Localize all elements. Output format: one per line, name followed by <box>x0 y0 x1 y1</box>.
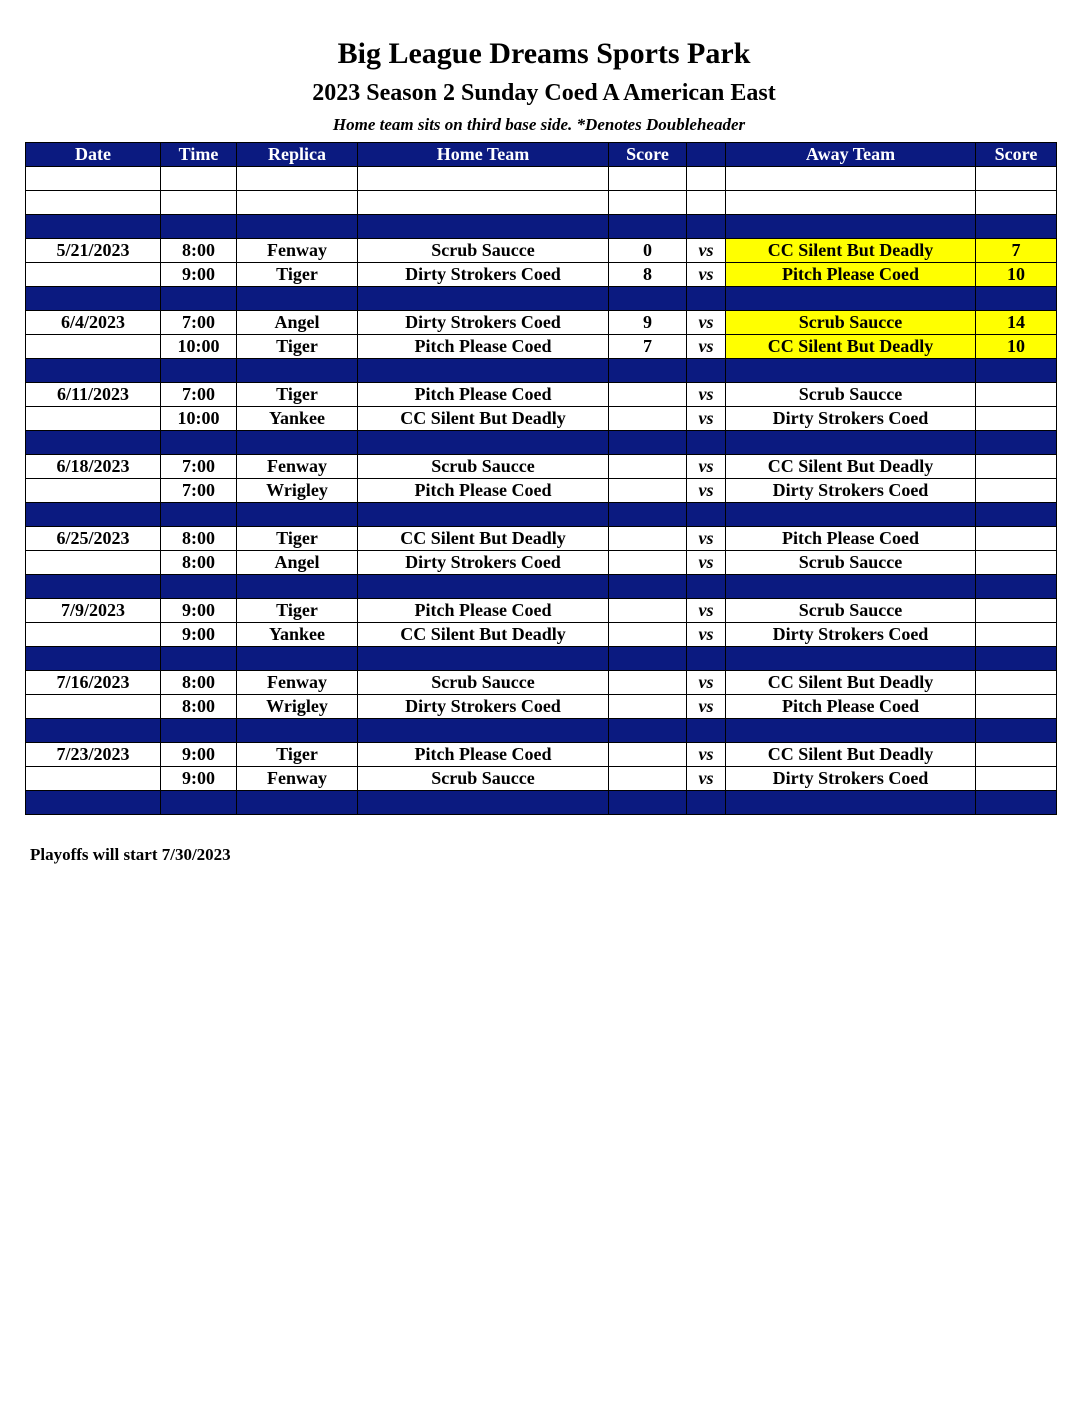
date-cell: 7/9/2023 <box>26 599 161 623</box>
home-score-cell <box>609 695 687 719</box>
separator-cell <box>976 575 1057 599</box>
time-cell: 8:00 <box>161 527 237 551</box>
separator-cell <box>609 791 687 815</box>
blank-cell <box>26 167 161 191</box>
home-score-cell <box>609 407 687 431</box>
time-cell: 8:00 <box>161 239 237 263</box>
separator-cell <box>237 359 358 383</box>
time-cell: 9:00 <box>161 263 237 287</box>
separator-cell <box>237 719 358 743</box>
col-header-away-score: Score <box>976 143 1057 167</box>
date-cell <box>26 623 161 647</box>
page-title: Big League Dreams Sports Park <box>337 37 751 70</box>
separator-cell <box>687 791 726 815</box>
separator-cell <box>609 431 687 455</box>
separator-cell <box>726 647 976 671</box>
away-score-cell <box>976 623 1057 647</box>
away-team-cell: Dirty Strokers Coed <box>726 767 976 791</box>
page-subtitle: 2023 Season 2 Sunday Coed A American East <box>312 80 776 106</box>
home-score-cell: 8 <box>609 263 687 287</box>
separator-cell <box>161 215 237 239</box>
table-row <box>26 671 1057 695</box>
separator-cell <box>687 719 726 743</box>
separator-cell <box>161 791 237 815</box>
table-row <box>26 599 1057 623</box>
time-cell: 9:00 <box>161 743 237 767</box>
time-cell: 10:00 <box>161 407 237 431</box>
away-score-cell: 14 <box>976 311 1057 335</box>
separator-cell <box>726 575 976 599</box>
blank-cell <box>358 191 609 215</box>
separator-cell <box>976 791 1057 815</box>
separator-cell <box>976 287 1057 311</box>
vs-cell: vs <box>687 671 726 695</box>
away-team-cell: Pitch Please Coed <box>726 695 976 719</box>
separator-cell <box>976 215 1057 239</box>
table-row <box>26 743 1057 767</box>
date-cell <box>26 335 161 359</box>
home-score-cell <box>609 455 687 479</box>
date-cell: 6/25/2023 <box>26 527 161 551</box>
home-score-cell <box>609 743 687 767</box>
vs-cell: vs <box>687 479 726 503</box>
separator-cell <box>726 215 976 239</box>
separator-cell <box>237 575 358 599</box>
date-cell <box>26 407 161 431</box>
date-cell <box>26 767 161 791</box>
blank-cell <box>237 167 358 191</box>
page-note: Home team sits on third base side. *Denotes Doubleheader <box>332 115 746 134</box>
home-score-cell: 7 <box>609 335 687 359</box>
blank-cell <box>726 167 976 191</box>
separator-cell <box>358 647 609 671</box>
separator-cell <box>358 287 609 311</box>
separator-cell <box>358 215 609 239</box>
home-score-cell <box>609 383 687 407</box>
replica-cell: Angel <box>237 551 358 575</box>
table-row <box>26 263 1057 287</box>
away-score-cell: 10 <box>976 335 1057 359</box>
away-team-cell: Dirty Strokers Coed <box>726 623 976 647</box>
separator-cell <box>687 215 726 239</box>
replica-cell: Tiger <box>237 335 358 359</box>
replica-cell: Tiger <box>237 527 358 551</box>
playoffs-note: Playoffs will start 7/30/2023 <box>30 845 231 864</box>
separator-cell <box>687 431 726 455</box>
separator-cell <box>976 503 1057 527</box>
away-score-cell <box>976 551 1057 575</box>
separator-cell <box>237 647 358 671</box>
away-team-cell: Pitch Please Coed <box>726 263 976 287</box>
blank-cell <box>358 167 609 191</box>
separator-row <box>26 359 1057 383</box>
vs-cell: vs <box>687 599 726 623</box>
time-cell: 8:00 <box>161 695 237 719</box>
time-cell: 7:00 <box>161 455 237 479</box>
col-header-time: Time <box>161 143 237 167</box>
blank-cell <box>687 191 726 215</box>
vs-cell: vs <box>687 335 726 359</box>
separator-row <box>26 287 1057 311</box>
time-cell: 7:00 <box>161 479 237 503</box>
home-team-cell: Pitch Please Coed <box>358 479 609 503</box>
separator-cell <box>161 287 237 311</box>
separator-cell <box>976 719 1057 743</box>
blank-cell <box>726 191 976 215</box>
vs-cell: vs <box>687 407 726 431</box>
away-team-cell: Dirty Strokers Coed <box>726 479 976 503</box>
separator-cell <box>687 647 726 671</box>
vs-cell: vs <box>687 527 726 551</box>
away-team-cell: CC Silent But Deadly <box>726 455 976 479</box>
separator-cell <box>726 287 976 311</box>
home-team-cell: Scrub Saucce <box>358 239 609 263</box>
vs-cell: vs <box>687 743 726 767</box>
separator-cell <box>358 791 609 815</box>
replica-cell: Fenway <box>237 455 358 479</box>
home-team-cell: Scrub Saucce <box>358 671 609 695</box>
vs-cell: vs <box>687 383 726 407</box>
time-cell: 8:00 <box>161 551 237 575</box>
separator-cell <box>26 791 161 815</box>
separator-cell <box>726 503 976 527</box>
separator-cell <box>609 575 687 599</box>
replica-cell: Tiger <box>237 383 358 407</box>
separator-cell <box>976 647 1057 671</box>
away-score-cell <box>976 527 1057 551</box>
separator-row <box>26 431 1057 455</box>
away-team-cell: CC Silent But Deadly <box>726 743 976 767</box>
replica-cell: Fenway <box>237 239 358 263</box>
vs-cell: vs <box>687 767 726 791</box>
away-team-cell: Scrub Saucce <box>726 551 976 575</box>
separator-cell <box>609 287 687 311</box>
replica-cell: Fenway <box>237 767 358 791</box>
blank-cell <box>609 167 687 191</box>
date-cell: 6/18/2023 <box>26 455 161 479</box>
away-score-cell <box>976 383 1057 407</box>
separator-cell <box>161 575 237 599</box>
separator-cell <box>726 359 976 383</box>
vs-cell: vs <box>687 263 726 287</box>
separator-cell <box>26 575 161 599</box>
away-team-cell: CC Silent But Deadly <box>726 671 976 695</box>
separator-cell <box>358 359 609 383</box>
blank-row <box>26 167 1057 191</box>
replica-cell: Yankee <box>237 623 358 647</box>
date-cell: 7/23/2023 <box>26 743 161 767</box>
time-cell: 9:00 <box>161 767 237 791</box>
date-cell <box>26 263 161 287</box>
separator-cell <box>687 287 726 311</box>
separator-cell <box>161 719 237 743</box>
table-row <box>26 407 1057 431</box>
home-score-cell: 0 <box>609 239 687 263</box>
away-score-cell: 10 <box>976 263 1057 287</box>
home-score-cell <box>609 623 687 647</box>
away-team-cell: Scrub Saucce <box>726 311 976 335</box>
vs-cell: vs <box>687 695 726 719</box>
home-team-cell: Pitch Please Coed <box>358 743 609 767</box>
blank-cell <box>237 191 358 215</box>
table-row <box>26 383 1057 407</box>
away-team-cell: Pitch Please Coed <box>726 527 976 551</box>
home-score-cell: 9 <box>609 311 687 335</box>
home-team-cell: Dirty Strokers Coed <box>358 695 609 719</box>
table-row <box>26 239 1057 263</box>
table-row <box>26 527 1057 551</box>
home-score-cell <box>609 479 687 503</box>
separator-row <box>26 719 1057 743</box>
home-team-cell: CC Silent But Deadly <box>358 527 609 551</box>
replica-cell: Angel <box>237 311 358 335</box>
col-header-home-score: Score <box>609 143 687 167</box>
blank-cell <box>161 191 237 215</box>
vs-cell: vs <box>687 551 726 575</box>
date-cell: 6/11/2023 <box>26 383 161 407</box>
separator-cell <box>26 647 161 671</box>
date-cell <box>26 695 161 719</box>
vs-cell: vs <box>687 239 726 263</box>
home-score-cell <box>609 767 687 791</box>
col-header-date: Date <box>26 143 161 167</box>
separator-cell <box>609 359 687 383</box>
separator-row <box>26 647 1057 671</box>
separator-cell <box>609 719 687 743</box>
table-row <box>26 455 1057 479</box>
home-score-cell <box>609 527 687 551</box>
separator-cell <box>609 503 687 527</box>
time-cell: 9:00 <box>161 623 237 647</box>
separator-cell <box>26 431 161 455</box>
separator-cell <box>358 431 609 455</box>
replica-cell: Wrigley <box>237 479 358 503</box>
separator-cell <box>26 215 161 239</box>
separator-cell <box>687 575 726 599</box>
table-row <box>26 479 1057 503</box>
date-cell: 5/21/2023 <box>26 239 161 263</box>
separator-cell <box>26 359 161 383</box>
separator-cell <box>161 647 237 671</box>
away-score-cell <box>976 479 1057 503</box>
date-cell <box>26 551 161 575</box>
away-team-cell: CC Silent But Deadly <box>726 239 976 263</box>
separator-cell <box>726 719 976 743</box>
away-team-cell: Scrub Saucce <box>726 383 976 407</box>
separator-cell <box>687 359 726 383</box>
separator-cell <box>161 431 237 455</box>
separator-cell <box>976 359 1057 383</box>
home-team-cell: Scrub Saucce <box>358 455 609 479</box>
separator-cell <box>161 503 237 527</box>
separator-cell <box>358 575 609 599</box>
time-cell: 7:00 <box>161 311 237 335</box>
replica-cell: Yankee <box>237 407 358 431</box>
separator-row <box>26 575 1057 599</box>
table-row <box>26 623 1057 647</box>
separator-cell <box>609 647 687 671</box>
separator-cell <box>237 287 358 311</box>
away-score-cell <box>976 407 1057 431</box>
separator-cell <box>237 215 358 239</box>
separator-row <box>26 503 1057 527</box>
separator-cell <box>26 287 161 311</box>
date-cell: 6/4/2023 <box>26 311 161 335</box>
separator-cell <box>358 503 609 527</box>
separator-cell <box>609 215 687 239</box>
blank-row <box>26 191 1057 215</box>
replica-cell: Tiger <box>237 599 358 623</box>
vs-cell: vs <box>687 623 726 647</box>
home-team-cell: CC Silent But Deadly <box>358 623 609 647</box>
home-team-cell: Dirty Strokers Coed <box>358 263 609 287</box>
separator-cell <box>237 431 358 455</box>
replica-cell: Fenway <box>237 671 358 695</box>
separator-cell <box>687 503 726 527</box>
home-team-cell: Scrub Saucce <box>358 767 609 791</box>
col-header-replica: Replica <box>237 143 358 167</box>
schedule-body <box>26 167 1057 815</box>
time-cell: 9:00 <box>161 599 237 623</box>
home-team-cell: CC Silent But Deadly <box>358 407 609 431</box>
away-score-cell <box>976 695 1057 719</box>
vs-cell: vs <box>687 311 726 335</box>
time-cell: 7:00 <box>161 383 237 407</box>
separator-cell <box>237 791 358 815</box>
blank-cell <box>976 191 1057 215</box>
home-team-cell: Pitch Please Coed <box>358 599 609 623</box>
home-team-cell: Dirty Strokers Coed <box>358 311 609 335</box>
table-row <box>26 695 1057 719</box>
separator-cell <box>726 791 976 815</box>
date-cell <box>26 479 161 503</box>
separator-cell <box>161 359 237 383</box>
schedule-table <box>25 142 1057 815</box>
away-score-cell <box>976 455 1057 479</box>
table-row <box>26 551 1057 575</box>
table-row <box>26 335 1057 359</box>
home-team-cell: Dirty Strokers Coed <box>358 551 609 575</box>
col-header-vs <box>687 143 726 167</box>
home-team-cell: Pitch Please Coed <box>358 383 609 407</box>
away-team-cell: Dirty Strokers Coed <box>726 407 976 431</box>
away-team-cell: Scrub Saucce <box>726 599 976 623</box>
separator-cell <box>976 431 1057 455</box>
separator-cell <box>26 503 161 527</box>
home-score-cell <box>609 551 687 575</box>
away-score-cell <box>976 743 1057 767</box>
time-cell: 10:00 <box>161 335 237 359</box>
replica-cell: Tiger <box>237 743 358 767</box>
separator-row <box>26 791 1057 815</box>
away-team-cell: CC Silent But Deadly <box>726 335 976 359</box>
away-score-cell <box>976 599 1057 623</box>
home-team-cell: Pitch Please Coed <box>358 335 609 359</box>
col-header-home-team: Home Team <box>358 143 609 167</box>
vs-cell: vs <box>687 455 726 479</box>
home-score-cell <box>609 599 687 623</box>
separator-cell <box>237 503 358 527</box>
time-cell: 8:00 <box>161 671 237 695</box>
replica-cell: Wrigley <box>237 695 358 719</box>
away-score-cell: 7 <box>976 239 1057 263</box>
col-header-away-team: Away Team <box>726 143 976 167</box>
blank-cell <box>687 167 726 191</box>
away-score-cell <box>976 671 1057 695</box>
replica-cell: Tiger <box>237 263 358 287</box>
separator-cell <box>726 431 976 455</box>
table-row <box>26 311 1057 335</box>
table-row <box>26 767 1057 791</box>
separator-cell <box>26 719 161 743</box>
date-cell: 7/16/2023 <box>26 671 161 695</box>
separator-row <box>26 215 1057 239</box>
blank-cell <box>976 167 1057 191</box>
away-score-cell <box>976 767 1057 791</box>
blank-cell <box>609 191 687 215</box>
blank-cell <box>161 167 237 191</box>
separator-cell <box>358 719 609 743</box>
home-score-cell <box>609 671 687 695</box>
table-header-row <box>26 143 1057 167</box>
blank-cell <box>26 191 161 215</box>
